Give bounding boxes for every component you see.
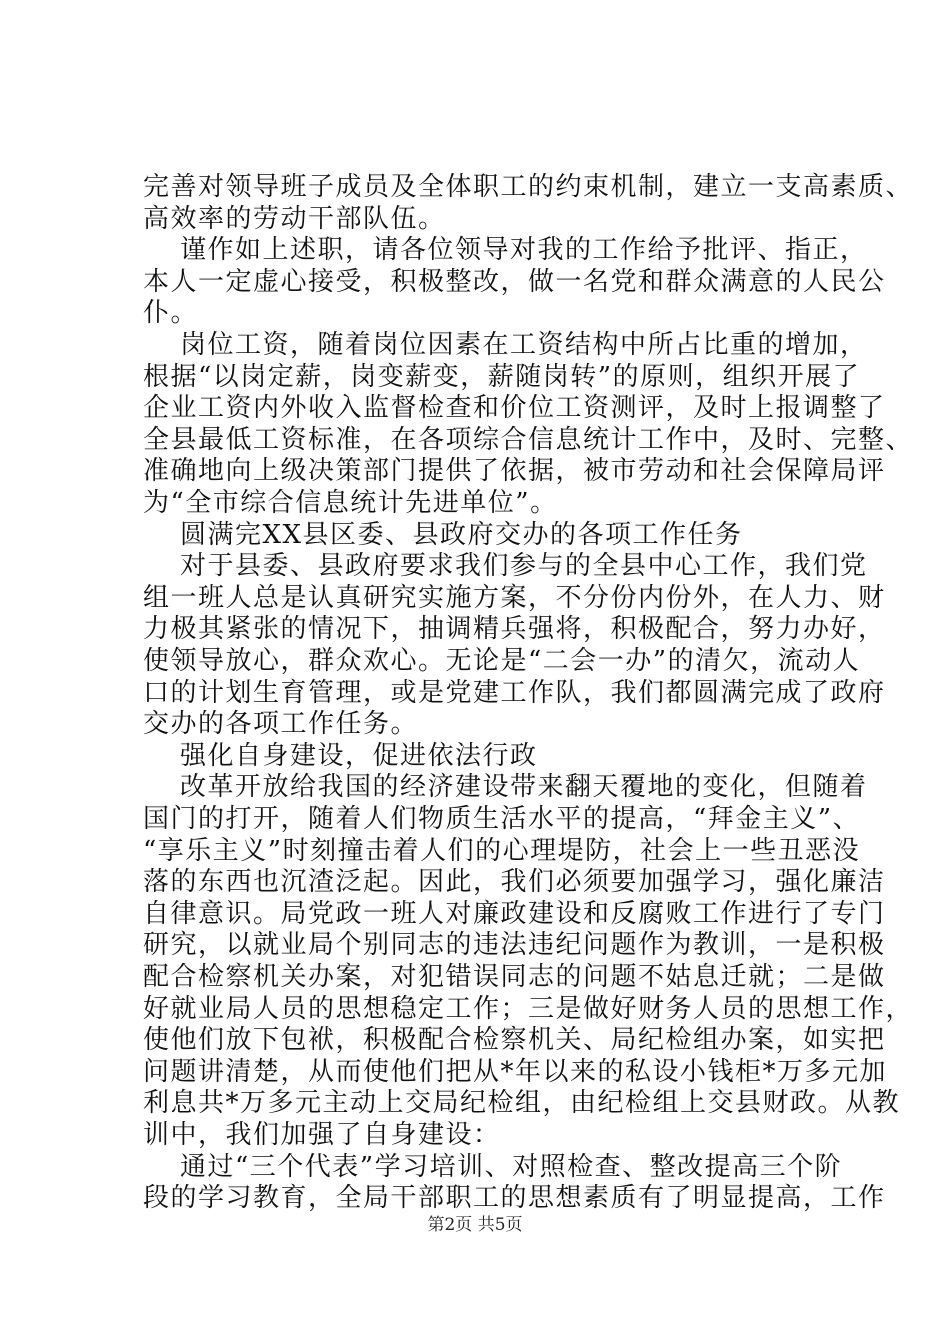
text-line: “享乐主义”时刻撞击着人们的心理堤防，社会上一些丑恶没 [143, 835, 861, 866]
text-line: 训中，我们加强了自身建设： [143, 1120, 501, 1150]
text-line: 口的计划生育管理，或是党建工作队，我们都圆满完成了政府 [143, 677, 886, 708]
text-line: 准确地向上级决策部门提供了依据，被市劳动和社会保障局评 [143, 456, 886, 487]
paragraph-start: 改革开放给我国的经济建设带来翻天覆地的变化，但随着 [180, 772, 868, 803]
text-line: 使领导放心，群众欢心。无论是“二会一办”的清欠，流动人 [143, 646, 861, 676]
text-line: 问题讲清楚，从而使他们把从*年以来的私设小钱柜*万多元加 [143, 1056, 888, 1087]
text-line: 落的东西也沉渣泛起。因此，我们必须要加强学习，强化廉洁 [143, 867, 886, 898]
text-line: 组一班人总是认真研究实施方案，不分份内份外，在人力、财 [143, 582, 886, 613]
text-line: 配合检察机关办案，对犯错误同志的问题不姑息迁就；二是做 [143, 962, 886, 992]
text-line: 为“全市综合信息统计先进单位”。 [143, 488, 558, 518]
paragraph-start: 通过“三个代表”学习培训、对照检查、整改提高三个阶 [180, 1151, 843, 1182]
text-line: 使他们放下包袱，积极配合检察机关、局纪检组办案，如实把 [143, 1025, 886, 1056]
paragraph-start: 谨作如上述职，请各位领导对我的工作给予批评、指正， [180, 235, 868, 266]
text-line: 利息共*万多元主动上交局纪检组，由纪检组上交县财政。从教 [143, 1088, 901, 1119]
text-line: 企业工资内外收入监督检查和价位工资测评，及时上报调整了 [143, 393, 886, 424]
text-line: 国门的打开，随着人们物质生活水平的提高，“拜金主义”、 [143, 804, 861, 834]
text-line: 研究，以就业局个别同志的违法违纪问题作为教训，一是积极 [143, 930, 886, 961]
page-number-footer: 第2页 共5页 [427, 1215, 523, 1235]
text-line: 好就业局人员的思想稳定工作；三是做好财务人员的思想工作， [143, 993, 914, 1024]
text-line: 力极其紧张的情况下，抽调精兵强将，积极配合，努力办好， [143, 614, 886, 645]
paragraph-start: 对于县委、县政府要求我们参与的全县中心工作，我们党 [180, 551, 868, 582]
text-line: 完善对领导班子成员及全体职工的约束机制，建立一支高素质、 [143, 172, 914, 202]
text-line: 本人一定虚心接受，积极整改，做一名党和群众满意的人民公 [143, 266, 886, 297]
text-line: 根据“以岗定薪，岗变薪变，薪随岗转”的原则，组织开展了 [143, 361, 861, 392]
section-heading: 强化自身建设，促进依法行政 [180, 740, 538, 771]
section-heading: 圆满完XX县区委、县政府交办的各项工作任务 [180, 519, 743, 550]
text-line: 仆。 [143, 298, 199, 329]
text-line: 全县最低工资标准，在各项综合信息统计工作中，及时、完整、 [143, 424, 914, 455]
paragraph-start: 岗位工资，随着岗位因素在工资结构中所占比重的增加， [180, 330, 868, 360]
text-line: 高效率的劳动干部队伍。 [143, 203, 446, 234]
text-line: 段的学习教育，全局干部职工的思想素质有了明显提高，工作 [143, 1183, 886, 1214]
text-line: 交办的各项工作任务。 [143, 709, 419, 740]
text-line: 自律意识。局党政一班人对廉政建设和反腐败工作进行了专门 [143, 898, 886, 929]
